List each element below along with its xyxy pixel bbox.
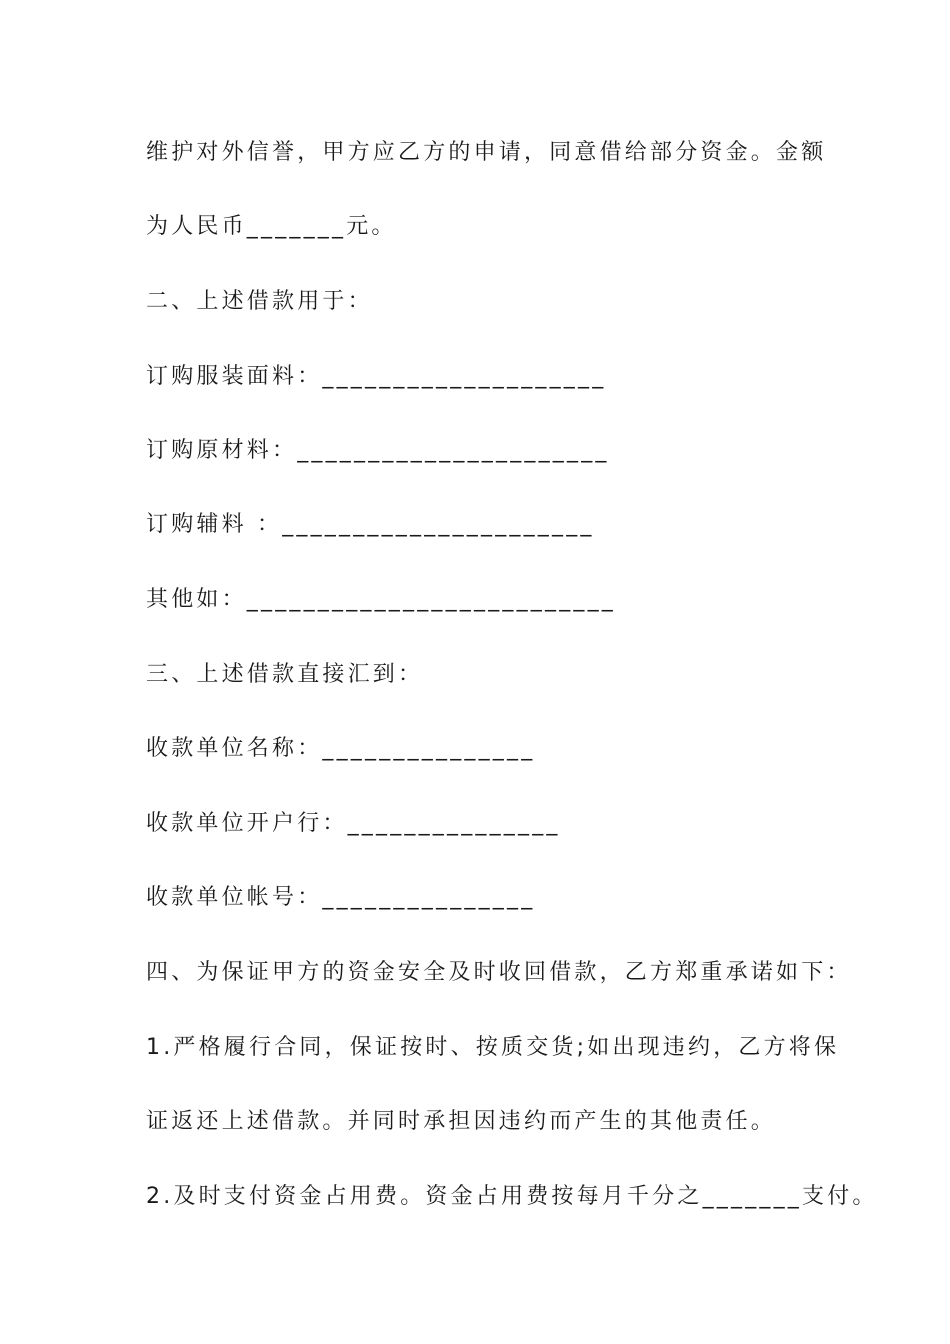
paragraph-line: 证返还上述借款。并同时承担因违约而产生的其他责任。 [146,1109,777,1134]
section-heading: 三、上述借款直接汇到： [146,662,424,687]
section-heading: 二、上述借款用于： [146,289,373,314]
paragraph-line: 2.及时支付资金占用费。资金占用费按每月千分之_______支付。 [146,1184,878,1209]
form-line: 收款单位名称：_______________ [146,736,536,761]
form-line: 订购辅料 ：______________________ [146,512,595,537]
form-line: 其他如：__________________________ [146,587,617,612]
section-heading: 四、为保证甲方的资金安全及时收回借款，乙方郑重承诺如下： [146,960,852,985]
paragraph-line: 1.严格履行合同，保证按时、按质交货;如出现违约，乙方将保 [146,1035,840,1060]
form-line: 收款单位帐号：_______________ [146,885,536,910]
form-line: 订购原材料：______________________ [146,438,610,463]
form-line: 订购服装面料：____________________ [146,364,607,389]
paragraph-line: 为人民币_______元。 [146,214,397,239]
form-line: 收款单位开户行：_______________ [146,811,561,836]
paragraph-line: 维护对外信誉，甲方应乙方的申请，同意借给部分资金。金额 [146,140,827,165]
